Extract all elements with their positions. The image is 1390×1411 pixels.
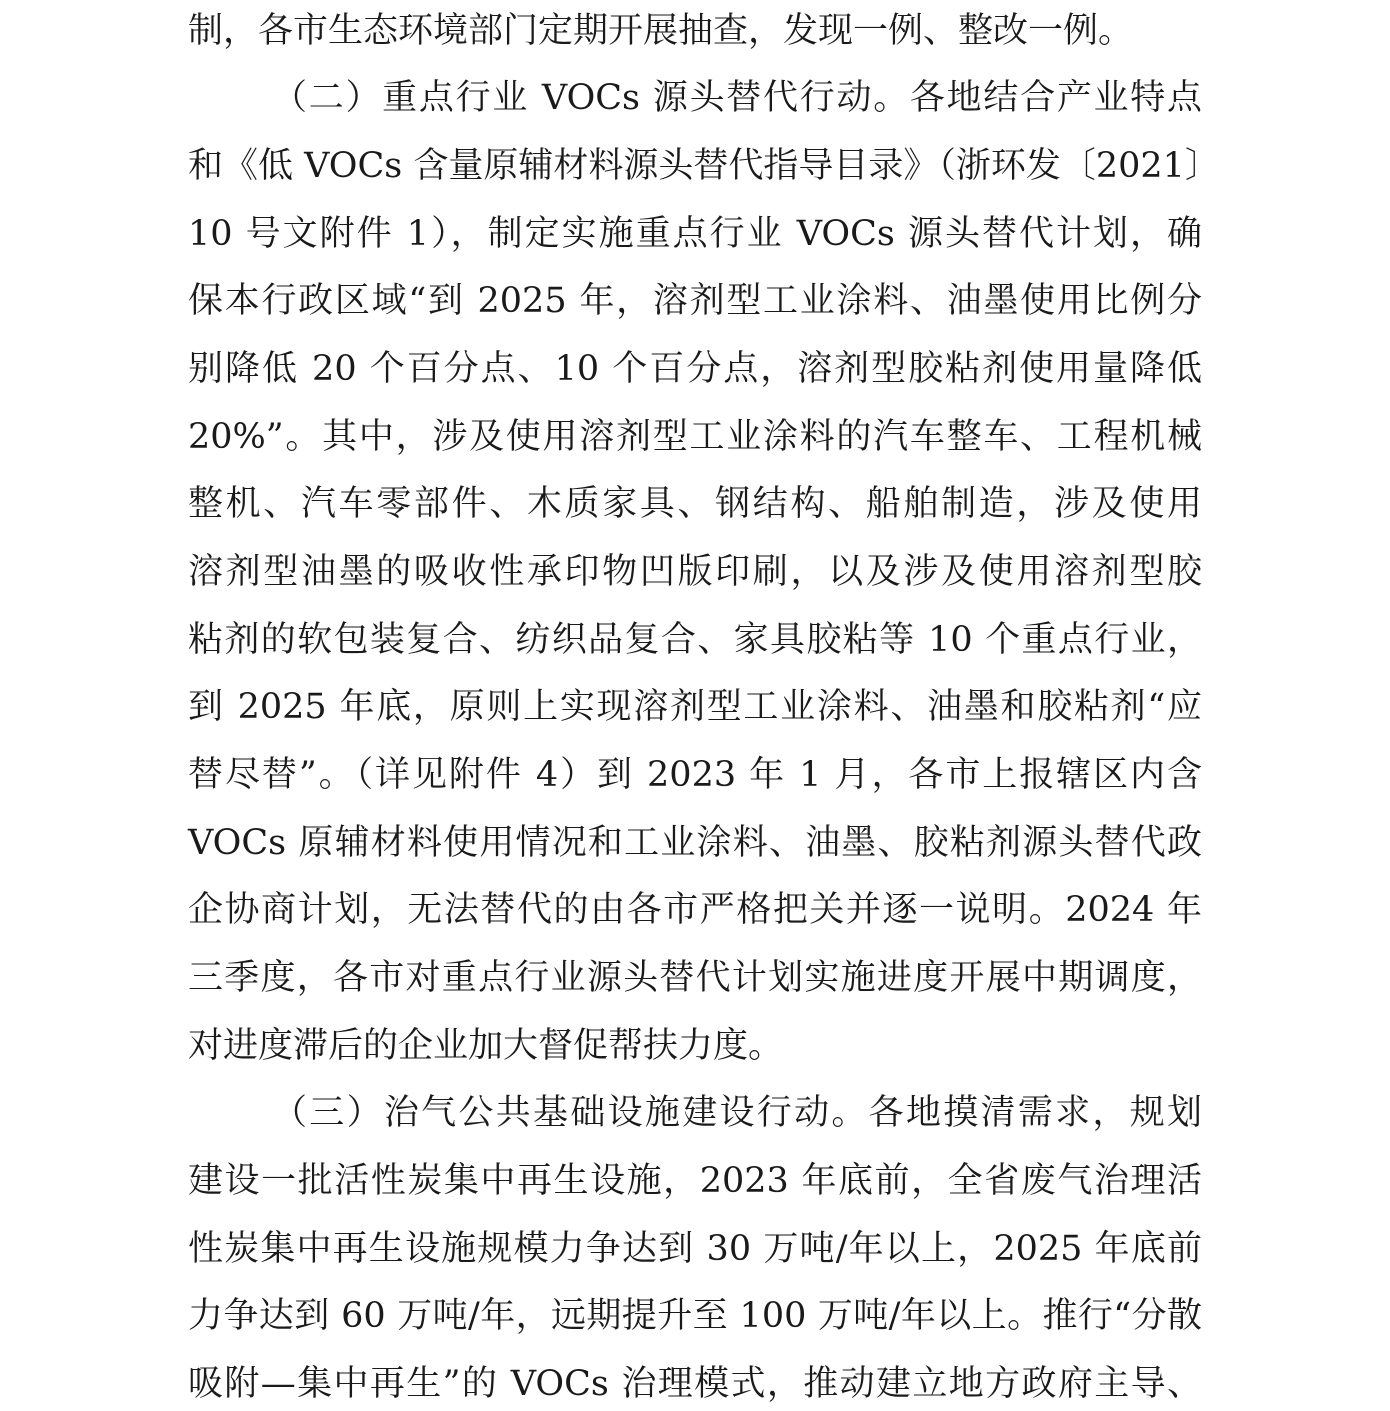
body-text-line: 10 号文附件 1），制定实施重点行业 VOCs 源头替代计划，确 — [188, 214, 1202, 254]
body-text-line: 整机、汽车零部件、木质家具、钢结构、船舶制造，涉及使用 — [188, 484, 1202, 524]
body-text-line: 三季度，各市对重点行业源头替代计划实施进度开展中期调度， — [188, 958, 1202, 998]
body-text-line: 企协商计划，无法替代的由各市严格把关并逐一说明。2024 年 — [188, 890, 1202, 930]
body-text-line: 别降低 20 个百分点、10 个百分点，溶剂型胶粘剂使用量降低 — [188, 349, 1202, 389]
body-text-line: 到 2025 年底，原则上实现溶剂型工业涂料、油墨和胶粘剂“应 — [188, 687, 1202, 727]
body-text-line: 性炭集中再生设施规模力争达到 30 万吨/年以上，2025 年底前 — [188, 1229, 1202, 1269]
body-text-line: 对进度滞后的企业加大督促帮扶力度。 — [188, 1026, 784, 1066]
section-heading-line: （二）重点行业 VOCs 源头替代行动。各地结合产业特点 — [272, 78, 1202, 118]
body-text-line: 制，各市生态环境部门定期开展抽查，发现一例、整改一例。 — [188, 11, 1134, 51]
body-text-line: 替尽替”。（详见附件 4）到 2023 年 1 月，各市上报辖区内含 — [188, 755, 1202, 795]
body-text-line: 溶剂型油墨的吸收性承印物凹版印刷，以及涉及使用溶剂型胶 — [188, 552, 1202, 592]
body-text-line: 建设一批活性炭集中再生设施，2023 年底前，全省废气治理活 — [188, 1161, 1202, 1201]
body-text-line: 保本行政区域“到 2025 年，溶剂型工业涂料、油墨使用比例分 — [188, 281, 1202, 321]
body-text-line: VOCs 原辅材料使用情况和工业涂料、油墨、胶粘剂源头替代政 — [188, 823, 1202, 863]
section-heading-line: （三）治气公共基础设施建设行动。各地摸清需求，规划 — [272, 1093, 1202, 1133]
body-text-line: 力争达到 60 万吨/年，远期提升至 100 万吨/年以上。推行“分散 — [188, 1296, 1202, 1336]
body-text-line: 20%”。其中，涉及使用溶剂型工业涂料的汽车整车、工程机械 — [188, 417, 1202, 457]
body-text-line: 粘剂的软包装复合、纺织品复合、家具胶粘等 10 个重点行业， — [188, 620, 1202, 660]
body-text-line: 和《低 VOCs 含量原辅材料源头替代指导目录》（浙环发〔2021〕 — [188, 146, 1220, 186]
body-text-line: 吸附—集中再生”的 VOCs 治理模式，推动建立地方政府主导、 — [188, 1364, 1202, 1404]
